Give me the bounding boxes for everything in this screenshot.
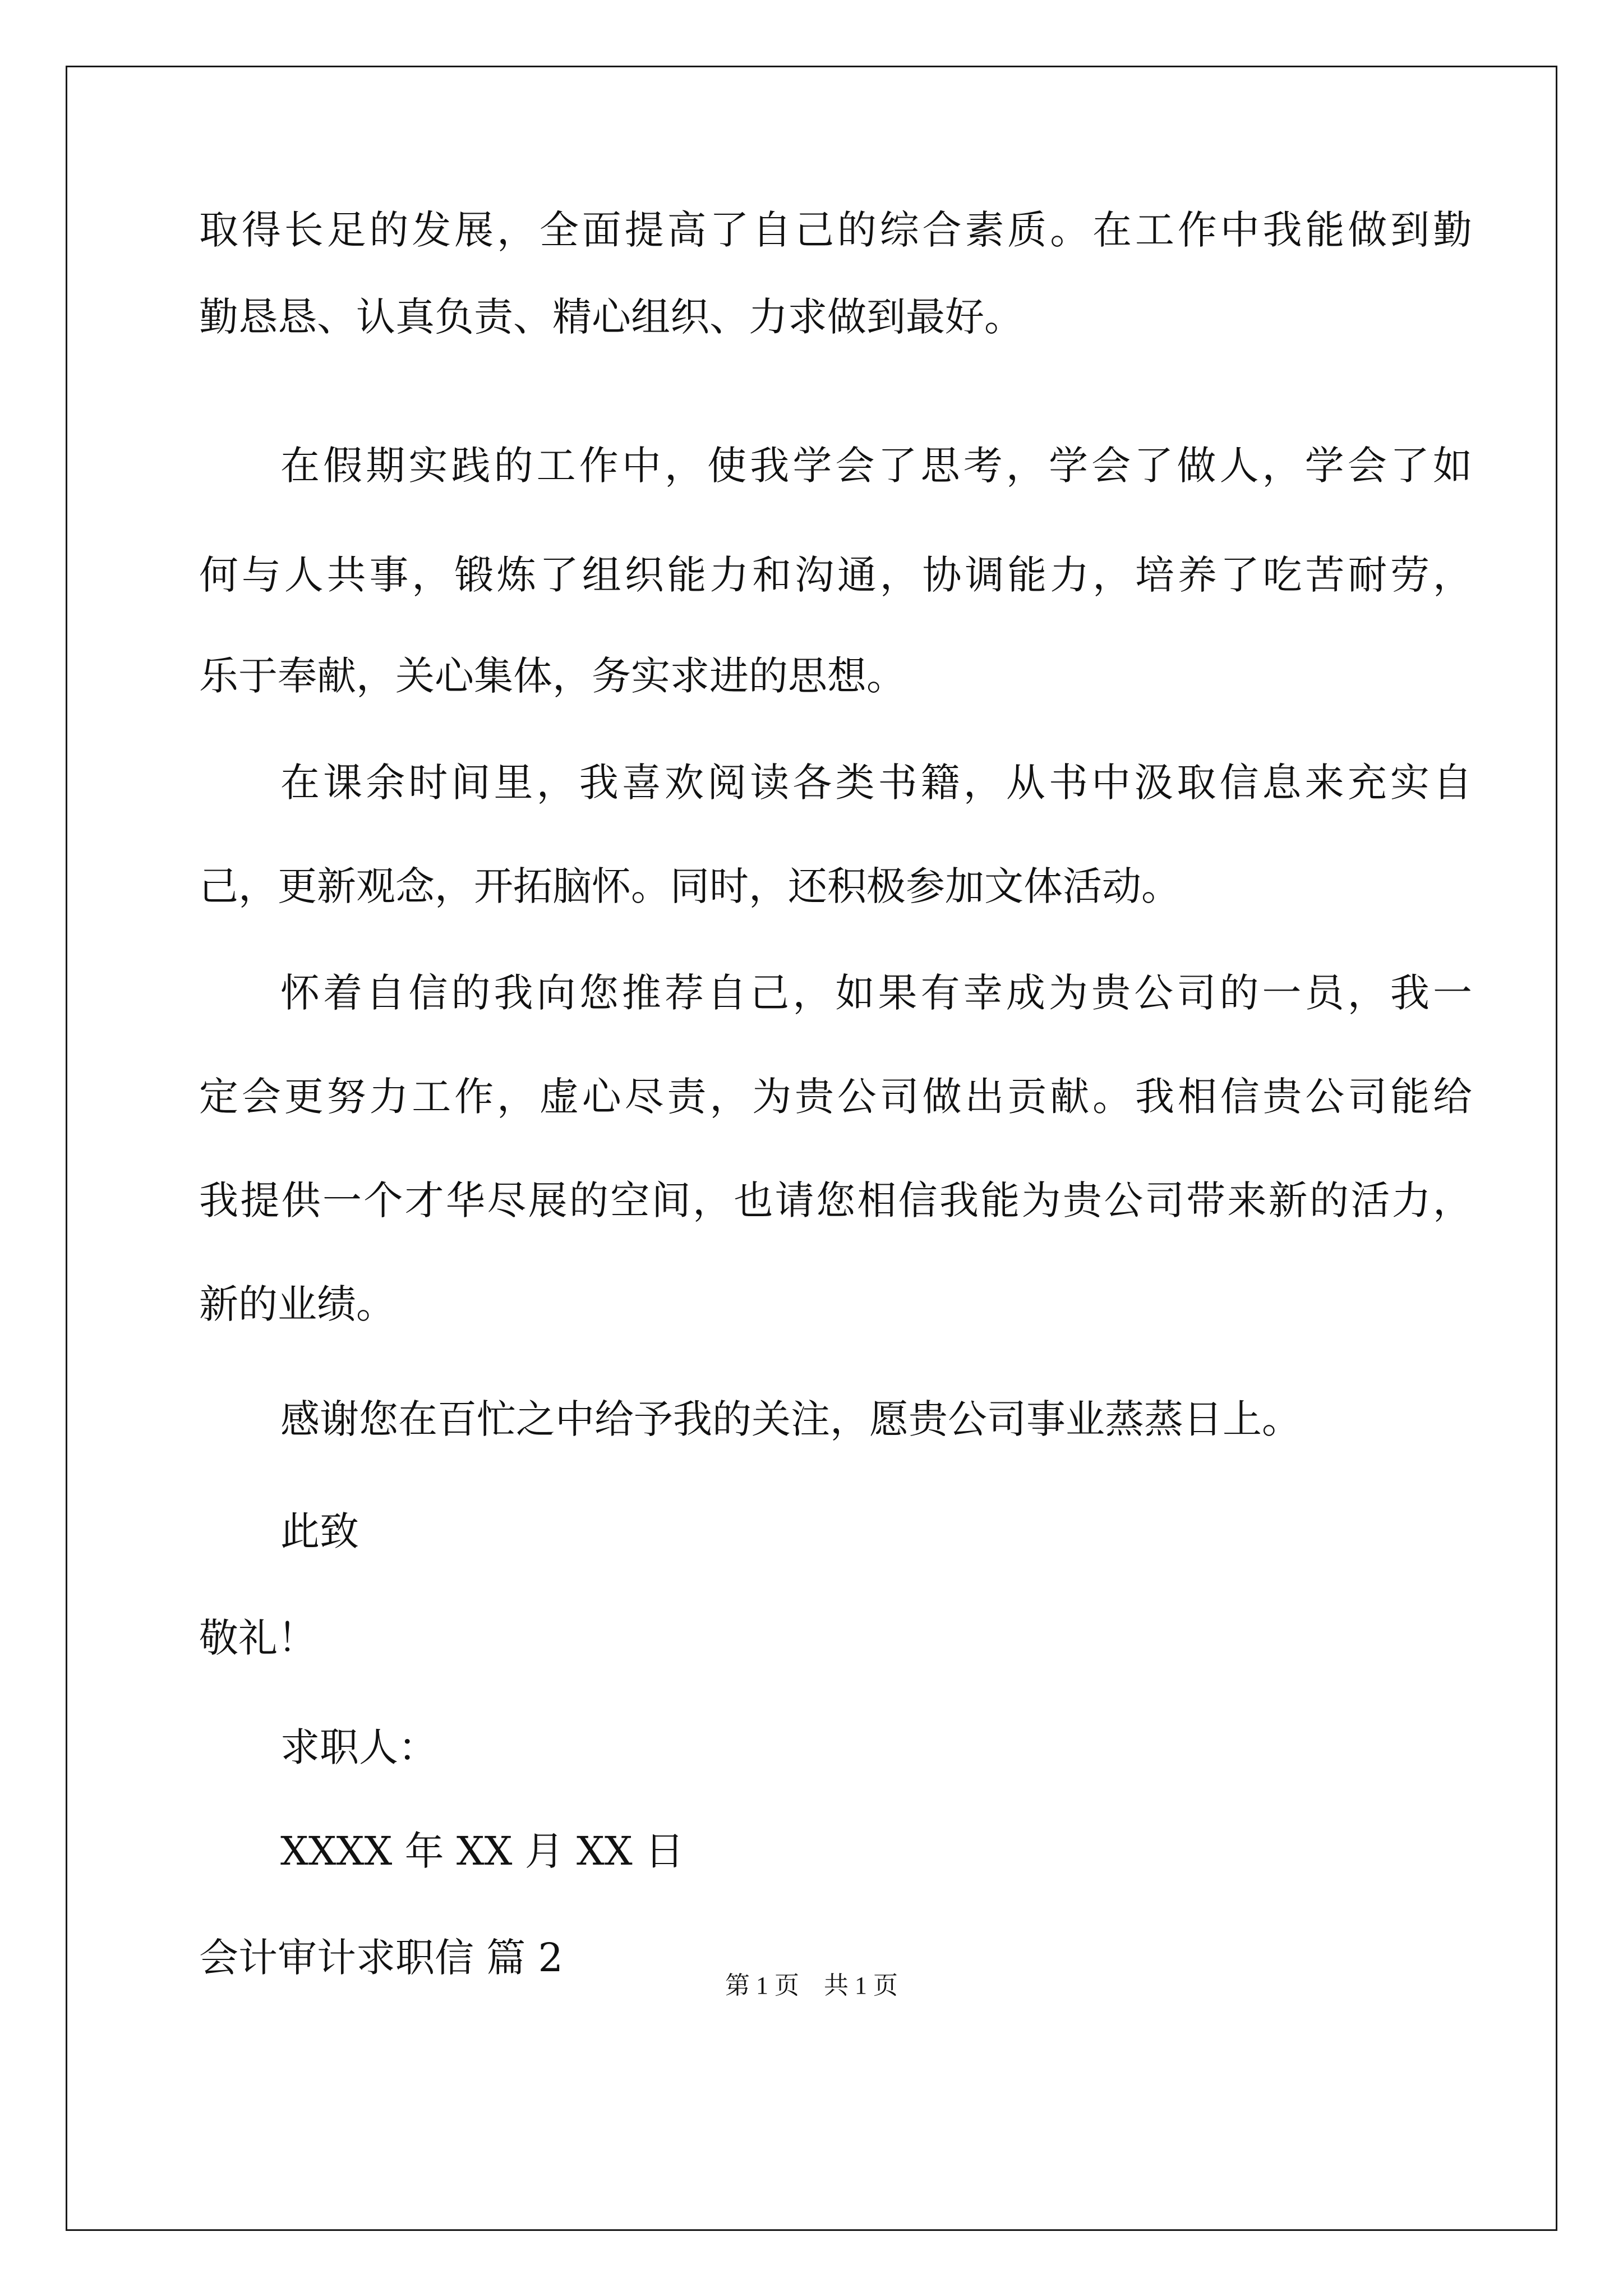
body-text-line: 新的业绩。 bbox=[199, 1281, 395, 1327]
closing-regards: 敬礼！ bbox=[199, 1615, 317, 1661]
section-heading: 会计审计求职信 篇 2 bbox=[199, 1935, 564, 1981]
body-text-line: 感谢您在百忙之中给予我的关注，愿贵公司事业蒸蒸日上。 bbox=[280, 1396, 1301, 1442]
signature-label: 求职人： bbox=[280, 1724, 437, 1770]
body-text-line: 我提供一个才华尽展的空间，也请您相信我能为贵公司带来新的活力， bbox=[199, 1177, 1472, 1223]
body-text-line: 勤恳恳、认真负责、精心组织、力求做到最好。 bbox=[199, 294, 1023, 340]
date-line: XXXX 年 XX 月 XX 日 bbox=[280, 1828, 684, 1874]
body-text-line: 取得长足的发展，全面提高了自己的综合素质。在工作中我能做到勤 bbox=[199, 207, 1472, 253]
body-text-line: 在课余时间里，我喜欢阅读各类书籍，从书中汲取信息来充实自 bbox=[280, 760, 1472, 806]
page-number-footer: 第 1 页 共 1 页 bbox=[725, 1972, 898, 1999]
body-text-line: 在假期实践的工作中，使我学会了思考，学会了做人，学会了如 bbox=[280, 443, 1472, 489]
body-text-line: 怀着自信的我向您推荐自己，如果有幸成为贵公司的一员，我一 bbox=[280, 970, 1472, 1016]
body-text-line: 乐于奉献，关心集体，务实求进的思想。 bbox=[199, 653, 906, 699]
body-text-line: 己，更新观念，开拓脑怀。同时，还积极参加文体活动。 bbox=[199, 863, 1181, 909]
closing-salutation: 此致 bbox=[280, 1508, 359, 1554]
page-border bbox=[66, 66, 1557, 2231]
body-text-line: 何与人共事，锻炼了组织能力和沟通，协调能力，培养了吃苦耐劳， bbox=[199, 552, 1472, 598]
body-text-line: 定会更努力工作，虚心尽责，为贵公司做出贡献。我相信贵公司能给 bbox=[199, 1074, 1472, 1120]
